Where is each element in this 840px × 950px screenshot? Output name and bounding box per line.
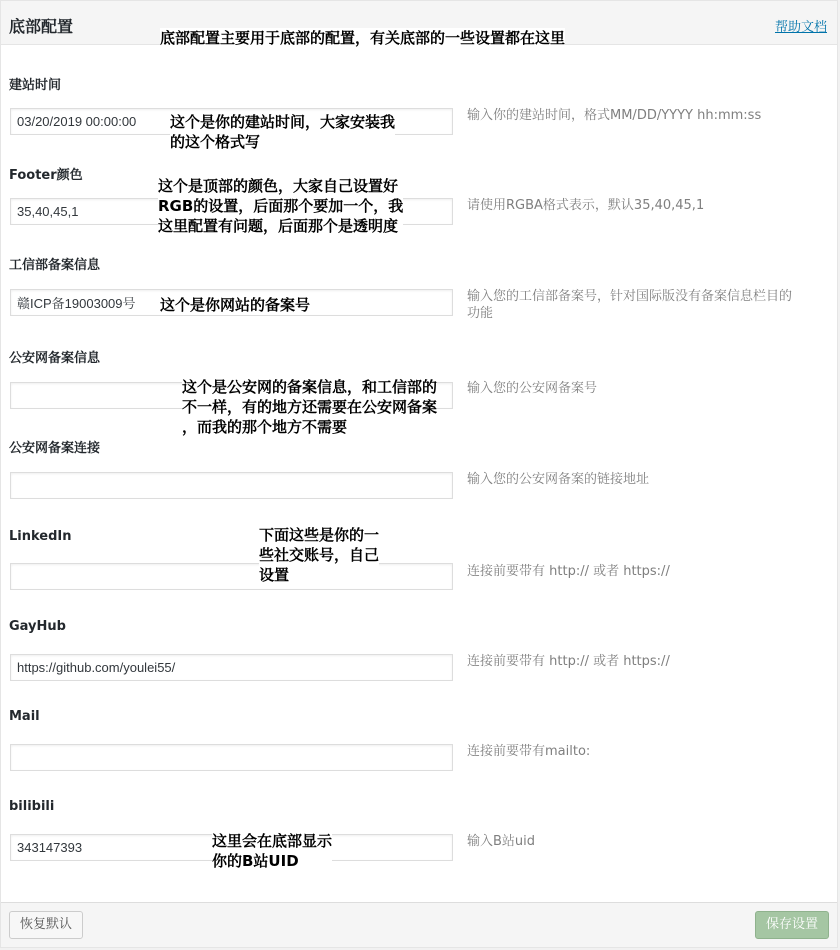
footer-color-desc: 请使用RGBA格式表示，默认35,40,45,1 [467,198,705,213]
page-title: 底部配置 [9,17,74,36]
annotation-footer-color: 这个是顶部的颜色，大家自己设置好 RGB的设置，后面那个要加一个，我 这里配置有问题，后面那个是透明度 [158,177,404,235]
footer-color-label: Footer颜色 [9,168,83,183]
linkedin-input[interactable] [10,563,453,590]
mail-input[interactable] [10,744,453,771]
police-record-label: 公安网备案信息 [9,351,101,366]
police-record-link-input[interactable] [10,472,453,499]
annotation-footer-config: 底部配置主要用于底部的配置，有关底部的一些设置都在这里 [160,29,566,47]
annotation-police-record: 这个是公安网的备案信息，和工信部的 不一样，有的地方还需要在公安网备案 ，而我的那个地方不需要 [182,378,438,436]
mail-desc: 连接前要带有mailto: [467,744,591,759]
panel-footer [1,902,837,947]
mail-label: Mail [9,709,40,724]
bilibili-desc: 输入B站uid [467,834,536,849]
help-docs-link[interactable]: 帮助文档 [774,20,827,35]
bilibili-label: bilibili [9,799,55,814]
linkedin-label: LinkedIn [9,529,72,544]
github-input[interactable] [10,654,453,681]
police-record-link-label: 公安网备案连接 [9,441,101,456]
icp-record-label: 工信部备案信息 [9,258,101,273]
annotation-social-accounts: 下面这些是你的一 些社交账号，自己 设置 [259,526,380,584]
save-settings-button[interactable]: 保存设置 [755,911,829,939]
annotation-bilibili-uid: 这里会在底部显示 你的B站UID [212,832,333,870]
police-record-desc: 输入您的公安网备案号 [467,381,598,396]
github-desc: 连接前要带有 http:// 或者 https:// [467,654,670,669]
annotation-site-time: 这个是你的建站时间，大家安装我 的这个格式写 [170,113,396,151]
icp-record-desc: 输入您的工信部备案号，针对国际版没有备案信息栏目的功能 [467,289,793,321]
linkedin-desc: 连接前要带有 http:// 或者 https:// [467,564,670,579]
reset-defaults-button[interactable]: 恢复默认 [9,911,83,939]
police-record-link-desc: 输入您的公安网备案的链接地址 [467,472,650,487]
github-label: GayHub [9,619,66,634]
annotation-icp-record: 这个是你网站的备案号 [160,296,311,314]
site-start-time-label: 建站时间 [9,78,62,93]
site-start-time-desc: 输入你的建站时间，格式MM/DD/YYYY hh:mm:ss [467,108,762,123]
